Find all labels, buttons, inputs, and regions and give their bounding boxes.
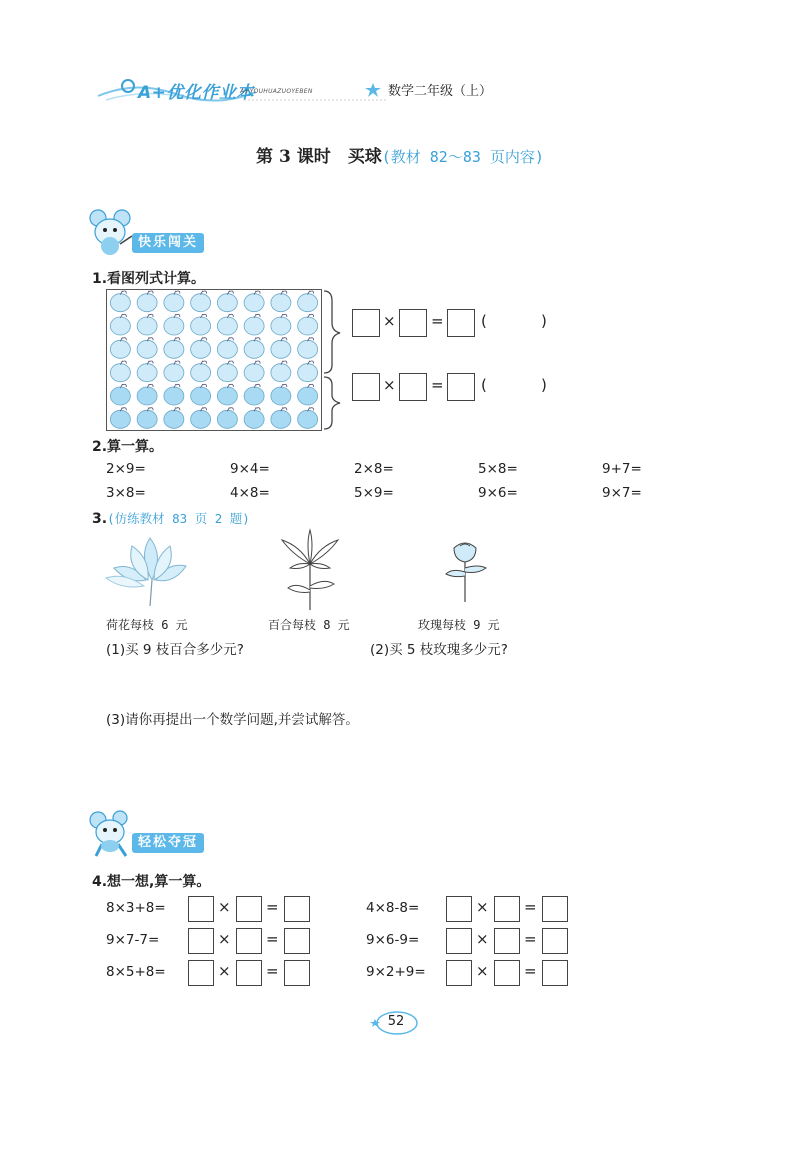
times-sign: ×	[476, 930, 489, 948]
apple-icon	[137, 337, 157, 358]
q1-row1-box-a[interactable]	[352, 309, 380, 337]
equals-sign: =	[266, 962, 279, 980]
q1-heading: 1.看图列式计算。	[92, 271, 206, 287]
apple-icon	[110, 291, 130, 312]
apple-icon	[298, 384, 318, 405]
lesson-subtitle: (教材 82～83 页内容)	[381, 148, 544, 166]
times-sign: ×	[476, 898, 489, 916]
apple-icon	[217, 384, 237, 405]
apple-icon	[298, 314, 318, 335]
q4-box[interactable]	[284, 928, 310, 954]
q1-row2-box-c[interactable]	[447, 373, 475, 401]
apple-icon	[217, 314, 237, 335]
calc-item: 2×8=	[354, 461, 394, 477]
lesson-title	[0, 142, 800, 167]
q4-box[interactable]	[542, 928, 568, 954]
q4-box[interactable]	[542, 960, 568, 986]
rose-flower-icon	[440, 538, 490, 604]
times-sign: ×	[218, 962, 231, 980]
q4-box[interactable]	[236, 960, 262, 986]
apple-frame	[106, 289, 322, 431]
apple-icon	[298, 361, 318, 382]
q2-heading: 2.算一算。	[92, 439, 164, 455]
q3-sub1: (1)买 9 枝百合多少元?	[106, 642, 244, 658]
apple-icon	[191, 337, 211, 358]
apple-icon	[164, 337, 184, 358]
apple-icon	[217, 337, 237, 358]
apple-icon	[244, 337, 264, 358]
apple-icon	[191, 361, 211, 382]
lesson-title-main: 第 3 课时 买球	[256, 147, 382, 167]
calc-item: 4×8=	[230, 485, 270, 501]
apple-icon	[271, 291, 291, 312]
equals-sign: =	[266, 930, 279, 948]
equals-sign: =	[431, 376, 444, 394]
apple-grid	[107, 290, 321, 430]
calc-item: 9×6=	[478, 485, 518, 501]
paren-close: )	[541, 312, 547, 330]
q1-row1-box-b[interactable]	[399, 309, 427, 337]
q3-sub2: (2)买 5 枝玫瑰多少元?	[370, 642, 508, 658]
apple-icon	[271, 314, 291, 335]
q4-box[interactable]	[236, 896, 262, 922]
q4-box[interactable]	[494, 896, 520, 922]
apple-icon	[164, 361, 184, 382]
apple-icon	[191, 384, 211, 405]
apple-icon	[110, 384, 130, 405]
apple-icon	[217, 291, 237, 312]
q1-row2-box-b[interactable]	[399, 373, 427, 401]
grade-label: 数学二年级（上）	[388, 84, 493, 99]
apple-icon	[110, 314, 130, 335]
q1-row1-box-c[interactable]	[447, 309, 475, 337]
apple-icon	[244, 291, 264, 312]
q4-expr: 9×7-7=	[106, 932, 160, 948]
section-banner-2: 轻松夺冠	[132, 833, 204, 853]
apple-icon	[217, 361, 237, 382]
q4-box[interactable]	[446, 928, 472, 954]
apple-icon	[164, 314, 184, 335]
apple-icon	[191, 291, 211, 312]
q4-expr: 8×3+8=	[106, 900, 166, 916]
apple-icon	[271, 337, 291, 358]
lily-caption: 百合每枝 8 元	[268, 618, 350, 632]
q4-expr: 4×8-8=	[366, 900, 420, 916]
q4-expr: 9×6-9=	[366, 932, 420, 948]
apple-icon	[298, 407, 318, 428]
q4-box[interactable]	[494, 928, 520, 954]
apple-icon	[191, 407, 211, 428]
times-sign: ×	[218, 930, 231, 948]
q4-box[interactable]	[236, 928, 262, 954]
q3-number: 3.	[92, 511, 108, 527]
calc-item: 9×7=	[602, 485, 642, 501]
times-sign: ×	[383, 376, 396, 394]
brace-icons	[322, 289, 342, 431]
q4-box[interactable]	[446, 896, 472, 922]
brand-subtitle: A+YOUHUAZUOYEBEN	[240, 88, 313, 95]
page-number: 52	[387, 1014, 405, 1029]
brace-bottom	[324, 377, 340, 429]
apple-icon	[110, 407, 130, 428]
q4-box[interactable]	[188, 960, 214, 986]
apple-icon	[244, 384, 264, 405]
paren-close: )	[541, 376, 547, 394]
apple-icon	[244, 407, 264, 428]
equals-sign: =	[524, 962, 537, 980]
apple-icon	[271, 384, 291, 405]
apple-icon	[298, 337, 318, 358]
apple-icon	[110, 361, 130, 382]
apple-icon	[137, 384, 157, 405]
q4-box[interactable]	[188, 896, 214, 922]
calc-item: 9+7=	[602, 461, 642, 477]
apple-icon	[244, 314, 264, 335]
apple-icon	[164, 291, 184, 312]
q4-box[interactable]	[446, 960, 472, 986]
apple-icon	[191, 314, 211, 335]
calc-item: 3×8=	[106, 485, 146, 501]
q4-expr: 8×5+8=	[106, 964, 166, 980]
calc-item: 9×4=	[230, 461, 270, 477]
q3-note: (仿练教材 83 页 2 题)	[107, 511, 250, 526]
apple-icon	[137, 291, 157, 312]
equals-sign: =	[524, 898, 537, 916]
calc-item: 5×9=	[354, 485, 394, 501]
calc-item: 5×8=	[478, 461, 518, 477]
apple-icon	[110, 337, 130, 358]
apple-icon	[217, 407, 237, 428]
apple-icon	[137, 361, 157, 382]
q4-box[interactable]	[542, 896, 568, 922]
calc-item: 2×9=	[106, 461, 146, 477]
lotus-caption: 荷花每枝 6 元	[106, 618, 188, 632]
mascot-mouse-icon	[88, 208, 134, 258]
q4-heading: 4.想一想,算一算。	[92, 874, 211, 890]
lotus-flower-icon	[104, 532, 196, 610]
q4-expr: 9×2+9=	[366, 964, 426, 980]
apple-icon	[244, 361, 264, 382]
apple-icon	[164, 407, 184, 428]
q4-box[interactable]	[188, 928, 214, 954]
apple-icon	[137, 407, 157, 428]
lily-flower-icon	[278, 528, 342, 612]
times-sign: ×	[476, 962, 489, 980]
times-sign: ×	[383, 312, 396, 330]
star-icon	[364, 82, 382, 98]
apple-icon	[298, 291, 318, 312]
times-sign: ×	[218, 898, 231, 916]
paren-open: (	[481, 376, 487, 394]
equals-sign: =	[431, 312, 444, 330]
paren-open: (	[481, 312, 487, 330]
q4-box[interactable]	[494, 960, 520, 986]
apple-icon	[271, 361, 291, 382]
apple-icon	[137, 314, 157, 335]
q4-box[interactable]	[284, 960, 310, 986]
apple-icon	[164, 384, 184, 405]
section-banner-1: 快乐闯关	[132, 233, 204, 253]
q3-heading	[92, 508, 250, 527]
brace-top	[324, 291, 340, 373]
equals-sign: =	[266, 898, 279, 916]
q4-box[interactable]	[284, 896, 310, 922]
mascot-mouse-running-icon	[88, 810, 134, 858]
apple-icon	[271, 407, 291, 428]
equals-sign: =	[524, 930, 537, 948]
rose-caption: 玫瑰每枝 9 元	[418, 618, 500, 632]
q1-row2-box-a[interactable]	[352, 373, 380, 401]
brand-name: A+优化作业本	[138, 83, 254, 103]
q3-sub3: (3)请你再提出一个数学问题,并尝试解答。	[106, 712, 359, 728]
